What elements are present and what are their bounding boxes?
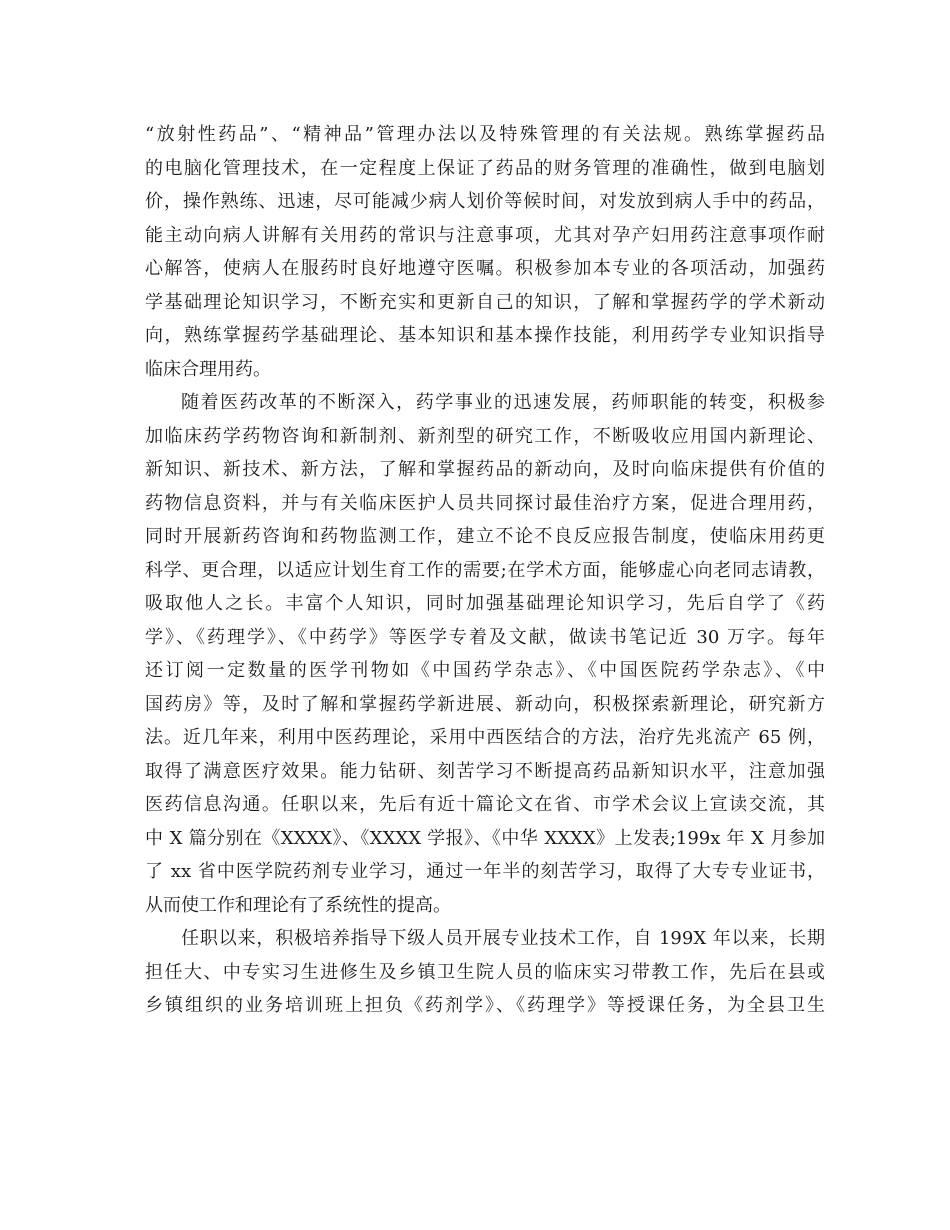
text-line: 吸取他人之长。丰富个人知识，同时加强基础理论知识学习，先后自学了《药 — [145, 593, 825, 614]
paragraph-1 — [145, 118, 825, 386]
text-line: 学基础理论知识学习，不断充实和更新自己的知识，了解和掌握药学的学术新动 — [145, 291, 825, 313]
text-line: 从而使工作和理论有了系统性的提高。 — [145, 894, 451, 916]
text-line: 同时开展新药咨询和药物监测工作，建立不论不良反应报告制度，使临床用药更 — [145, 526, 825, 547]
text-line: 心解答，使病人在服药时良好地遵守医嘱。积极参加本专业的各项活动，加强药 — [145, 258, 825, 279]
paragraph-2 — [145, 386, 825, 922]
text-line: 药物信息资料，并与有关临床医护人员共同探讨最佳治疗方案，促进合理用药， — [145, 492, 825, 514]
text-line: 向，熟练掌握药学基础理论、基本知识和基本操作技能，利用药学专业知识指导 — [145, 325, 825, 346]
paragraph-3 — [145, 922, 825, 1023]
text-line: 中 X 篇分别在《XXXX》、《XXXX 学报》、《中华 XXXX》上发表;199x 年 X 月参加 — [145, 827, 825, 849]
text-line: 学》、《药理学》、《中药学》等医学专着及文献，做读书笔记近 30 万字。每年 — [145, 626, 825, 648]
text-line: 临床合理用药。 — [145, 358, 271, 380]
text-line: 乡镇组织的业务培训班上担负《药剂学》、《药理学》等授课任务，为全县卫生 — [145, 995, 825, 1016]
text-line: 国药房》等，及时了解和掌握药学新进展、新动向，积极探索新理论，研究新方 — [145, 693, 825, 715]
document-body — [145, 118, 825, 1023]
text-line: 了 xx 省中医学院药剂专业学习，通过一年半的刻苦学习，取得了大专专业证书， — [145, 861, 825, 882]
text-line: 医药信息沟通。任职以来，先后有近十篇论文在省、市学术会议上宣读交流，其 — [145, 794, 825, 815]
text-line: 新知识、新技术、新方法，了解和掌握药品的新动向，及时向临床提供有价值的 — [145, 459, 825, 480]
text-line: 科学、更合理，以适应计划生育工作的需要;在学术方面，能够虚心向老同志请教， — [145, 559, 825, 581]
text-line: 加临床药学药物咨询和新制剂、新剂型的研究工作，不断吸收应用国内新理论、 — [145, 425, 825, 447]
text-line: 能主动向病人讲解有关用药的常识与注意事项，尤其对孕产妇用药注意事项作耐 — [145, 224, 825, 246]
text-line: 任职以来，积极培养指导下级人员开展专业技术工作，自 199X 年以来，长期 — [181, 928, 825, 949]
text-line: 价，操作熟练、迅速，尽可能减少病人划价等候时间，对发放到病人手中的药品， — [145, 191, 825, 212]
text-line: 法。近几年来，利用中医药理论，采用中西医结合的方法，治疗先兆流产 65 例， — [145, 727, 825, 748]
text-line: 取得了满意医疗效果。能力钻研、刻苦学习不断提高药品新知识水平，注意加强 — [145, 760, 825, 782]
text-line: 还订阅一定数量的医学刊物如《中国药学杂志》、《中国医院药学杂志》、《中 — [145, 660, 825, 681]
text-line: 担任大、中专实习生进修生及乡镇卫生院人员的临床实习带教工作，先后在县或 — [145, 961, 825, 983]
text-line: “放射性药品”、“精神品”管理办法以及特殊管理的有关法规。熟练掌握药品 — [145, 124, 825, 145]
text-line: 随着医药改革的不断深入，药学事业的迅速发展，药师职能的转变，积极参 — [181, 392, 825, 413]
text-line: 的电脑化管理技术，在一定程度上保证了药品的财务管理的准确性，做到电脑划 — [145, 157, 825, 179]
